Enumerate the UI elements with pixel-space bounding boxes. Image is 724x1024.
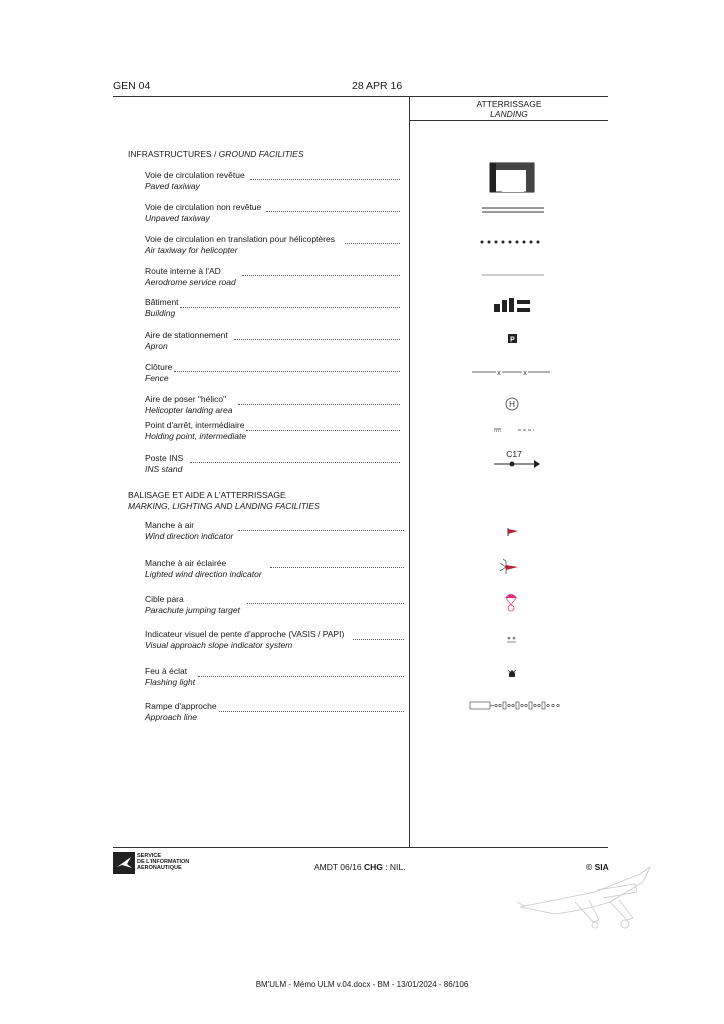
leader-dots	[238, 404, 400, 405]
sia-logo-text: SERVICE DE L'INFORMATION AERONAUTIQUE	[137, 853, 190, 871]
leader-dots	[219, 711, 404, 712]
list-item: Voie de circulation en translation pour hélicoptères Air taxiway for helicopter	[145, 234, 335, 255]
leader-dots	[270, 567, 404, 568]
column-title-fr: ATTERRISSAGE	[476, 99, 542, 109]
lighted-windsock-icon	[500, 559, 518, 574]
column-title-en: LANDING	[490, 109, 528, 119]
building-icon	[494, 298, 530, 312]
leader-dots	[266, 211, 400, 212]
list-item: Point d'arrêt, intermédiaire Holding point, intermediate	[145, 420, 247, 441]
apron-label: P	[510, 336, 515, 344]
list-item: Bâtiment Building	[145, 297, 179, 318]
paved-taxiway-icon	[490, 163, 534, 192]
leader-dots	[180, 307, 400, 308]
list-item: Aire de poser "hélico" Helicopter landing area	[145, 394, 233, 415]
vasis-papi-icon	[507, 637, 516, 642]
air-taxiway-icon	[481, 241, 540, 244]
leader-dots	[174, 371, 400, 372]
helipad-icon	[506, 398, 518, 410]
legend-symbols	[410, 120, 608, 740]
list-item: Voie de circulation non revêtue Unpaved taxiway	[145, 202, 262, 223]
list-item: Clôture Fence	[145, 362, 173, 383]
list-item: Poste INS INS stand	[145, 453, 184, 474]
list-item: Feu à éclat Flashing light	[145, 666, 196, 687]
aircraft-watermark-icon	[515, 862, 655, 937]
list-item: Manche à air Wind direction indicator	[145, 520, 234, 541]
list-item: Cible para Parachute jumping target	[145, 594, 240, 615]
page-footer: BM'ULM - Mémo ULM v.04.docx - BM - 13/01/2024 - 86/106	[255, 980, 469, 989]
footer-rule	[113, 847, 608, 848]
leader-dots	[238, 530, 404, 531]
apron-icon	[508, 334, 517, 344]
leader-dots	[353, 639, 404, 640]
header-left: GEN 04	[113, 80, 151, 92]
header-rule	[113, 96, 608, 97]
parachute-target-icon	[505, 594, 517, 611]
fence-mark: x	[523, 370, 527, 377]
list-item: Voie de circulation revêtue Paved taxiway	[145, 170, 245, 191]
fence-mark: x	[497, 370, 501, 377]
flashing-light-icon	[508, 670, 516, 677]
approach-line-icon	[470, 702, 559, 709]
leader-dots	[198, 676, 404, 677]
sia-logo-icon	[113, 852, 135, 874]
holding-point-icon	[494, 429, 534, 431]
leader-dots	[242, 275, 400, 276]
list-item: Route interne à l'AD Aerodrome service road	[145, 266, 236, 287]
windsock-icon	[508, 528, 518, 536]
list-item: Aire de stationnement Apron	[145, 330, 228, 351]
leader-dots	[247, 603, 404, 604]
leader-dots	[246, 430, 400, 431]
ins-stand-label: C17	[506, 449, 522, 459]
leader-dots	[190, 462, 400, 463]
helipad-label: H	[509, 400, 515, 409]
leader-dots	[345, 243, 400, 244]
fence-icon	[472, 370, 550, 377]
list-item: Rampe d'approche Approach line	[145, 701, 217, 722]
copyright: © SIA	[586, 862, 609, 872]
leader-dots	[234, 339, 400, 340]
list-item: Manche à air éclairée Lighted wind direction indicator	[145, 558, 262, 579]
unpaved-taxiway-icon	[482, 208, 544, 212]
section-title-ground: INFRASTRUCTURES / GROUND FACILITIES	[128, 149, 304, 159]
amendment-note: AMDT 06/16 CHG : NIL.	[314, 862, 406, 872]
list-item: Indicateur visuel de pente d'approche (VASIS / PAPI) Visual approach slope indicator system	[145, 629, 345, 650]
header-date: 28 APR 16	[352, 80, 403, 92]
leader-dots	[250, 179, 400, 180]
ins-stand-icon	[494, 449, 540, 468]
section-title-marking: BALISAGE ET AIDE A L'ATTERRISSAGE MARKING, LIGHTING AND LANDING FACILITIES	[128, 490, 320, 511]
